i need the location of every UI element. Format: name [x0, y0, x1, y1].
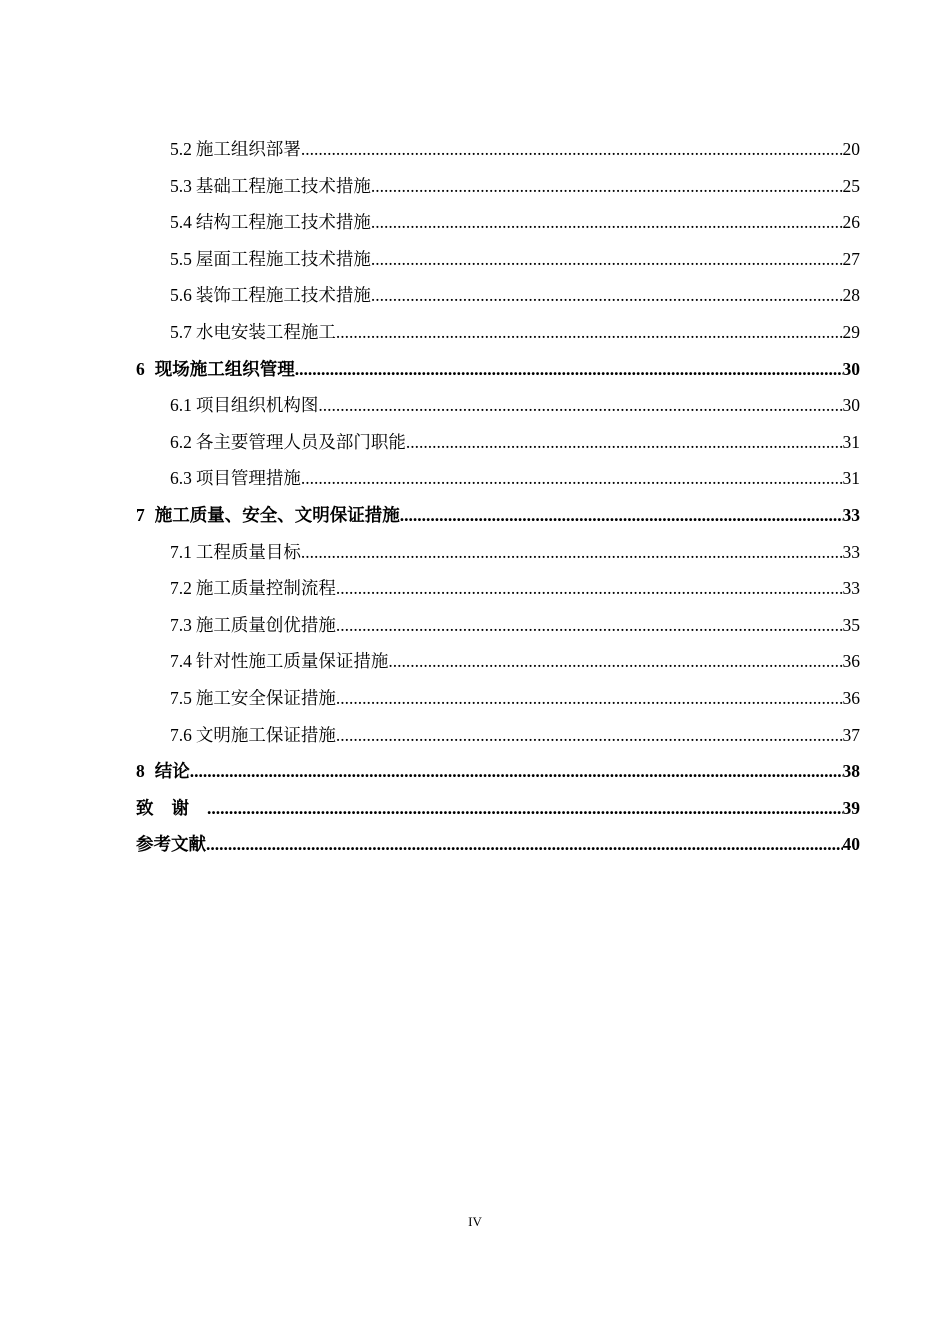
toc-entry-page: 30 — [842, 358, 860, 379]
toc-entry-title: 屋面工程施工技术措施 — [195, 248, 371, 269]
toc-entry-page: 33 — [842, 541, 860, 562]
toc-entry-number: 5.6 — [170, 285, 192, 306]
toc-entry-number: 6.3 — [170, 468, 192, 489]
toc-entry-title: 针对性施工质量保证措施 — [195, 651, 389, 672]
toc-leader-dots — [388, 643, 842, 680]
toc-entry-page: 36 — [842, 651, 860, 672]
toc-entry-7-1[interactable] — [136, 534, 860, 571]
toc-entry-title: 施工质量、安全、文明保证措施 — [154, 504, 400, 525]
toc-entry-title: 现场施工组织管理 — [154, 358, 295, 379]
toc-entry-number: 6.2 — [170, 431, 192, 452]
toc-entry-5-7[interactable] — [136, 314, 860, 351]
toc-entry-number: 7.3 — [170, 614, 192, 635]
toc-leader-dots — [301, 131, 843, 168]
toc-entry-page: 35 — [842, 614, 860, 635]
toc-leader-dots — [336, 717, 843, 754]
toc-entry-8[interactable] — [136, 753, 860, 790]
toc-entry-title: 施工组织部署 — [195, 139, 301, 159]
toc-entry-number: 5.7 — [170, 321, 192, 342]
toc-entry-title: 致谢 — [136, 797, 207, 818]
toc-leader-dots — [295, 351, 843, 388]
toc-entry-title: 施工质量控制流程 — [195, 578, 336, 599]
toc-entry-page: 37 — [842, 724, 860, 745]
toc-leader-dots — [190, 753, 843, 790]
toc-leader-dots — [336, 570, 843, 607]
toc-entry-5-5[interactable] — [136, 241, 860, 278]
toc-entry-page: 31 — [842, 468, 860, 489]
toc-entry-number: 5.5 — [170, 248, 192, 269]
toc-entry-title: 文明施工保证措施 — [195, 724, 336, 745]
toc-entry-number: 6.1 — [170, 395, 192, 416]
toc-entry-title: 各主要管理人员及部门职能 — [195, 431, 406, 452]
toc-entry-title: 结论 — [154, 761, 190, 782]
toc-leader-dots — [207, 790, 843, 827]
toc-entry-number: 7.5 — [170, 687, 192, 708]
toc-entry-title: 工程质量目标 — [195, 541, 301, 562]
toc-entry-page: 31 — [842, 431, 860, 452]
toc-entry-number: 7 — [136, 504, 145, 525]
toc-entry-5-6[interactable] — [136, 277, 860, 314]
toc-entry-title: 施工质量创优措施 — [195, 614, 336, 635]
toc-leader-dots — [336, 680, 843, 717]
toc-entry-6-1[interactable] — [136, 387, 860, 424]
toc-entry-page: 27 — [842, 248, 860, 269]
toc-entry-title: 结构工程施工技术措施 — [195, 212, 371, 233]
toc-entry-7-4[interactable] — [136, 643, 860, 680]
toc-entry-title: 施工安全保证措施 — [195, 687, 336, 708]
toc-leader-dots — [206, 826, 843, 863]
toc-entry-7-5[interactable] — [136, 680, 860, 717]
toc-entry-page: 33 — [842, 578, 860, 599]
toc-leader-dots — [318, 387, 842, 424]
toc-entry-6[interactable] — [136, 351, 860, 388]
table-of-contents — [136, 131, 860, 863]
toc-entry-title: 水电安装工程施工 — [195, 321, 336, 342]
toc-entry-page: 33 — [842, 504, 860, 525]
toc-entry-6-3[interactable] — [136, 460, 860, 497]
toc-leader-dots — [301, 460, 843, 497]
toc-entry-page: 28 — [842, 285, 860, 306]
toc-leader-dots — [371, 277, 843, 314]
toc-entry-title: 基础工程施工技术措施 — [195, 175, 371, 196]
toc-entry-5-2[interactable] — [136, 131, 860, 168]
toc-entry-page: 25 — [842, 175, 860, 196]
toc-entry-number: 6 — [136, 358, 145, 379]
toc-entry-number: 7.1 — [170, 541, 192, 562]
toc-entry-page: 26 — [842, 212, 860, 233]
toc-entry-5-3[interactable] — [136, 168, 860, 205]
toc-leader-dots — [371, 168, 843, 205]
toc-entry-references[interactable] — [136, 826, 860, 863]
page-number-footer: IV — [468, 1214, 482, 1229]
toc-entry-title: 项目管理措施 — [195, 468, 301, 489]
toc-entry-page: 29 — [842, 321, 860, 342]
toc-entry-7[interactable] — [136, 497, 860, 534]
toc-entry-number: 7.4 — [170, 651, 192, 672]
toc-entry-number: 5.2 — [170, 139, 192, 159]
toc-leader-dots — [336, 314, 843, 351]
toc-entry-number: 7.6 — [170, 724, 192, 745]
toc-leader-dots — [406, 424, 843, 461]
toc-entry-page: 36 — [842, 687, 860, 708]
toc-entry-title: 装饰工程施工技术措施 — [195, 285, 371, 306]
toc-entry-7-6[interactable] — [136, 717, 860, 754]
toc-leader-dots — [371, 204, 843, 241]
toc-entry-number: 5.3 — [170, 175, 192, 196]
toc-entry-number: 7.2 — [170, 578, 192, 599]
toc-entry-page: 38 — [842, 761, 860, 782]
toc-leader-dots — [371, 241, 843, 278]
toc-entry-7-3[interactable] — [136, 607, 860, 644]
toc-entry-page: 40 — [842, 834, 860, 855]
toc-entry-7-2[interactable] — [136, 570, 860, 607]
toc-entry-page: 20 — [842, 139, 860, 159]
toc-entry-title: 参考文献 — [136, 834, 206, 855]
toc-entry-page: 39 — [842, 797, 860, 818]
toc-leader-dots — [400, 497, 843, 534]
toc-entry-acknowledgements[interactable] — [136, 790, 860, 827]
toc-leader-dots — [336, 607, 843, 644]
toc-entry-6-2[interactable] — [136, 424, 860, 461]
toc-entry-5-4[interactable] — [136, 204, 860, 241]
toc-entry-title: 项目组织机构图 — [195, 395, 319, 416]
toc-entry-number: 5.4 — [170, 212, 192, 233]
toc-entry-page: 30 — [842, 395, 860, 416]
toc-entry-number: 8 — [136, 761, 145, 782]
toc-leader-dots — [301, 534, 843, 571]
